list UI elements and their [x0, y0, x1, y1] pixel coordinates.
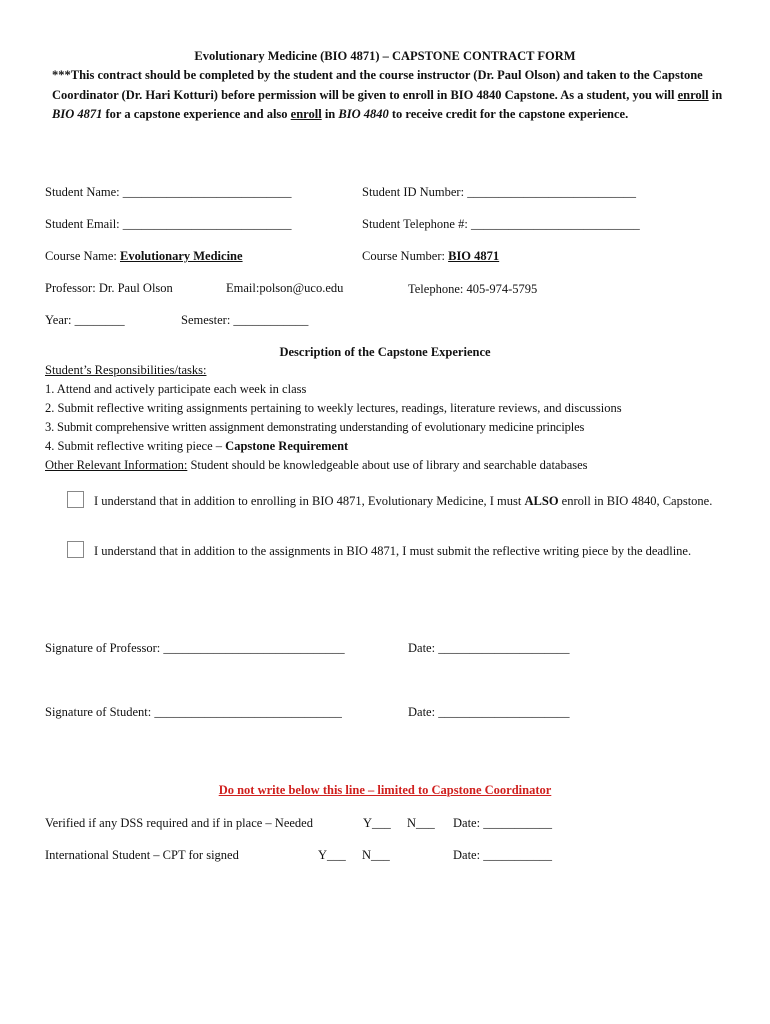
task-item: 1. Attend and actively participate each week in class: [45, 382, 307, 396]
description-heading: Description of the Capstone Experience: [279, 345, 491, 359]
professor-date-field[interactable]: Date: _____________________: [408, 641, 570, 655]
other-info: Other Relevant Information: Student should be knowledgeable about use of library and searchable databases: [45, 458, 588, 472]
student-email-field[interactable]: Student Email: ___________________________: [45, 217, 292, 231]
intl-no-field[interactable]: N___: [362, 848, 390, 862]
task-item: 2. Submit reflective writing assignments pertaining to weekly lectures, readings, literature reviews, and discussions: [45, 401, 622, 415]
intl-student-label: International Student – CPT for signed: [45, 848, 239, 862]
dss-date-field[interactable]: Date: ___________: [453, 816, 552, 830]
professor-email: Email:polson@uco.edu: [226, 281, 344, 295]
student-phone-field[interactable]: Student Telephone #: ___________________________: [362, 217, 640, 231]
dss-yes-field[interactable]: Y___: [363, 816, 391, 830]
professor-telephone: Telephone: 405-974-5795: [408, 282, 538, 296]
student-signature-field[interactable]: Signature of Student: ______________________________: [45, 705, 342, 719]
task-item: 4. Submit reflective writing piece – Capstone Requirement: [45, 439, 349, 453]
intro-paragraph: ***This contract should be completed by the student and the course instructor (Dr. Paul Olson) and taken to the Capstone Coordinator (Dr. Hari Kotturi) before permission will be given to enroll in BIO 4840 Capstone. As a student, you will enroll in BIO 4871 for a capstone experience and also enroll in BIO 4840 to receive credit for the capstone experience.: [52, 68, 723, 121]
semester-field[interactable]: Semester: ____________: [181, 313, 309, 327]
ack-reflective-piece-text: I understand that in addition to the assignments in BIO 4871, I must submit the reflective writing piece by the deadline.: [94, 544, 692, 558]
responsibilities-label: Student’s Responsibilities/tasks:: [45, 363, 207, 377]
intl-yes-field[interactable]: Y___: [318, 848, 346, 862]
intl-date-field[interactable]: Date: ___________: [453, 848, 552, 862]
student-name-field[interactable]: Student Name: ___________________________: [45, 185, 292, 199]
ack-also-enroll-text: I understand that in addition to enrolling in BIO 4871, Evolutionary Medicine, I must ALSO enroll in BIO 4840, Capstone.: [94, 494, 713, 508]
course-number: Course Number: BIO 4871: [362, 249, 500, 263]
year-field[interactable]: Year: ________: [45, 313, 125, 327]
professor-name: Professor: Dr. Paul Olson: [45, 281, 173, 295]
form-title: Evolutionary Medicine (BIO 4871) – CAPSTONE CONTRACT FORM: [194, 49, 576, 63]
ack-also-enroll-checkbox[interactable]: [67, 491, 84, 508]
course-name: Course Name: Evolutionary Medicine: [45, 249, 243, 263]
professor-signature-field[interactable]: Signature of Professor: _____________________________: [45, 641, 345, 655]
student-id-field[interactable]: Student ID Number: ___________________________: [362, 185, 636, 199]
ack-reflective-piece-checkbox[interactable]: [67, 541, 84, 558]
dss-label: Verified if any DSS required and if in place – Needed: [45, 816, 313, 830]
student-date-field[interactable]: Date: _____________________: [408, 705, 570, 719]
dss-no-field[interactable]: N___: [407, 816, 435, 830]
task-item: 3. Submit comprehensive written assignment demonstrating understanding of evolutionary medicine principles: [45, 420, 585, 434]
coordinator-notice: Do not write below this line – limited to Capstone Coordinator: [218, 783, 552, 797]
